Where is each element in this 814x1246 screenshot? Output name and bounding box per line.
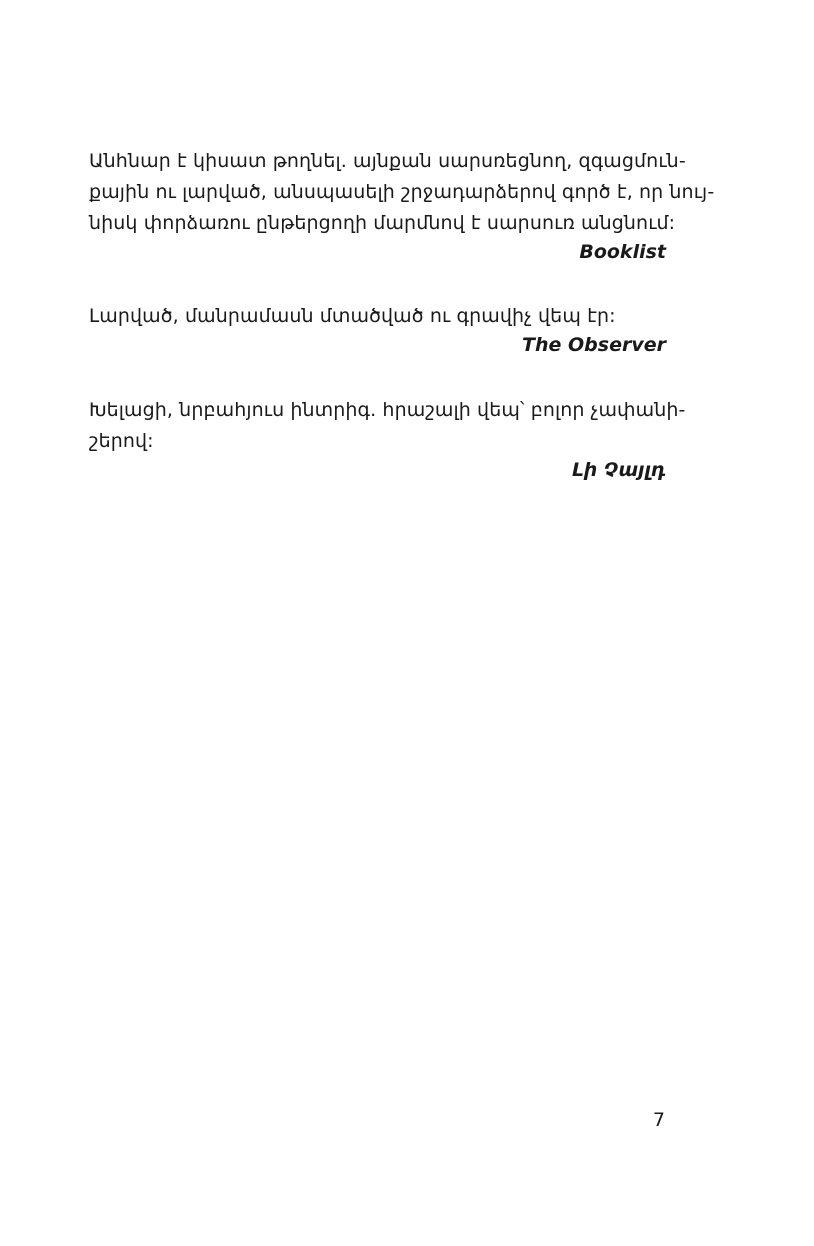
review-quote-text (89, 146, 715, 239)
page-number: 7 (652, 1109, 665, 1131)
review-source: Լի Չայլդ (571, 459, 666, 481)
review-quote-text (89, 395, 686, 457)
review-source: The Observer (522, 334, 666, 356)
quote-line: Լարված, մանրամասն մտածված ու գրավիչ վեպ էր: (89, 305, 616, 327)
review-quote-text (89, 301, 666, 332)
review-quote-3 (89, 395, 686, 484)
quote-line: Անհնար է կիսատ թողնել. այնքան սարսռեցնող, զգացմուն- (89, 150, 686, 172)
review-source: Booklist (579, 241, 666, 263)
quote-line: շերով: (89, 430, 154, 452)
quote-line: Խելացի, նրբահյուս ինտրիգ. հրաշալի վեպ՝ բոլոր չափանի- (89, 399, 686, 421)
review-quote-2 (89, 301, 666, 359)
quote-line: նիսկ փորձառու ընթերցողի մարմնով է սարսուռ անցնում: (89, 212, 676, 234)
review-quote-1 (89, 146, 715, 266)
quote-line: քային ու լարված, անսպասելի շրջադարձերով գործ է, որ նույ- (89, 181, 715, 203)
